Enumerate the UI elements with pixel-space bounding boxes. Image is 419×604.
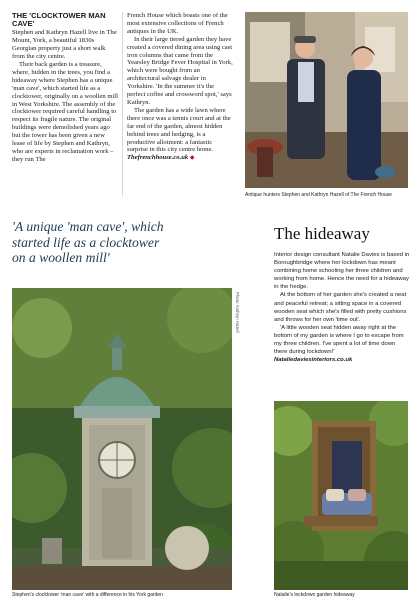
hideaway-signoff [274,356,410,364]
website-link[interactable]: Thefrenchhouse.co.uk [127,154,189,162]
hideaway-title: The hideaway [274,224,370,243]
photo-credit: Photo: Kathryn Hazell [235,292,240,333]
hideaway-photo-caption: Natalie's lockdown garden hideaway [274,592,355,598]
hideaway-photo-image [274,401,408,590]
pull-quote-line: started life as a clocktower [12,234,160,250]
article-paragraph: French House which boasts one of the most extensive collections of French antiques in the UK. [127,12,228,35]
couple-photo-image [245,12,408,188]
article-signoff [127,154,233,163]
couple-photo-caption: Antique hunters Stephen and Kathryn Hazell of The French House [245,192,392,198]
hideaway-photo [274,401,408,590]
article-paragraph: Their back garden is a treasure, where, hidden in the trees, you find a hideaway where Stephen has a unique 'man cave', which started life as a clocktower, originally on a woollen mill in West Yorkshire. The assembly of the clocktower required careful handling to respect its fragile nature. The original buildings were demolished years ago but the tower has been given a new lease of life by Stephen and Kathryn, who are experts in reclamation work – they run The [12,61,118,163]
article-paragraph: The garden has a wide lawn where there once was a tennis court and at the far end of the garden, almost hidden behind trees and hedging, is a productive allotment: a fantastic surprise in this city centre home. [127,106,231,154]
article-paragraph: In their large tiered garden they have created a covered dining area using cast iron columns that came from the Yearsley Bridge Fever Hospital in York, which were bought from an architectural salvage dealer in Yorkshire. 'In the summer it's the perfect coffee and crossword spot,' says Kathryn. [127,35,233,106]
couple-photo [245,12,408,188]
end-mark-icon: ◆ [189,155,195,162]
article-column-2 [127,12,233,163]
hideaway-paragraph: 'A little wooden seat hidden away right at the bottom of my garden is where I go to escape from my three children. I've spent a lot of time down there during lockdown!' [274,324,404,356]
article-column-1 [12,12,118,164]
clocktower-photo-caption: Stephen's clocktower 'man cave' with a difference in his York garden [12,592,163,598]
website-link[interactable]: Nataliedaviesinteriors.co.uk [274,357,353,364]
clocktower-photo-image [12,288,232,590]
hideaway-paragraph: Interior design consultant Natalie Davies is based in Boroughbridge where her lockdown has meant combining home schooling her three children and working from home. Hence the need for a hideaway in the hedge. [274,252,410,291]
article-paragraph: Stephen and Kathryn Hazell live in The Mount, York, a beautiful 1830s Georgian property just a short walk from the city centre. [12,29,117,61]
pull-quote-line: 'A unique 'man cave', which [12,219,164,234]
hideaway-paragraph: At the bottom of her garden she's created a neat and peaceful retreat; a sitting space in a covered wooden seat which she's filled with pretty cushions and throws for her own 'time out'. [274,292,407,323]
pull-quote [12,219,252,266]
pull-quote-line: on a woollen mill' [12,250,110,265]
article-heading: THE 'CLOCKTOWER MAN CAVE' [12,11,106,29]
clocktower-photo [12,288,232,590]
column-divider [122,12,123,196]
hideaway-body [274,251,410,364]
